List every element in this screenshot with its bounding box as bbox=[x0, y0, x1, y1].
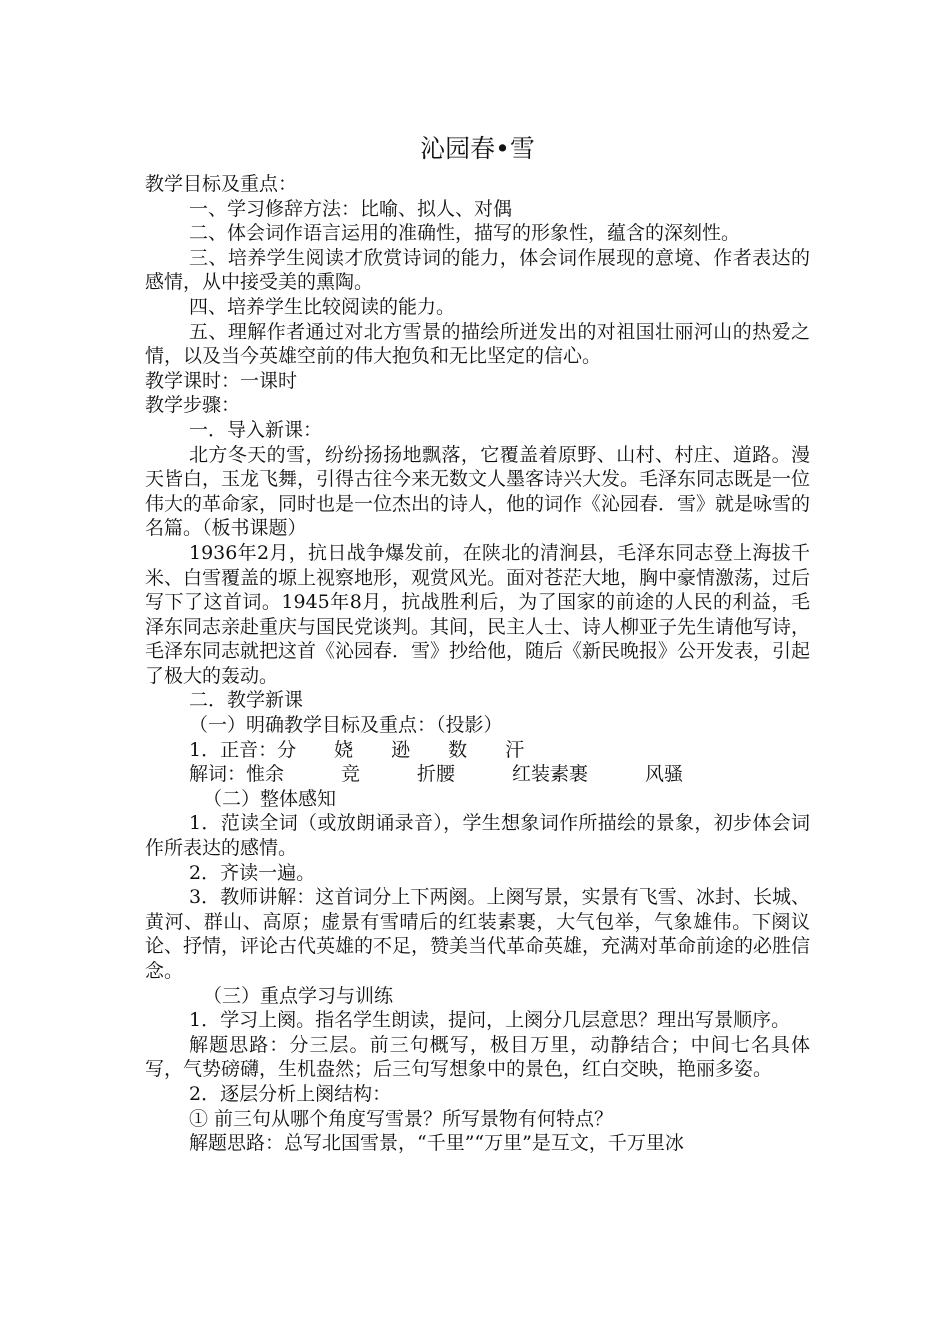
step-heading: 一．导入新课： bbox=[189, 418, 323, 441]
objective-item: 一、学习修辞方法：比喻、拟人、对偶 bbox=[189, 197, 513, 220]
subsection-heading: （三）重点学习与训练 bbox=[203, 984, 394, 1007]
section-heading-objectives: 教学目标及重点： bbox=[145, 173, 298, 195]
section-heading-steps: 教学步骤： bbox=[145, 394, 241, 417]
step-heading: 二．教学新课 bbox=[189, 689, 304, 712]
pronunciation-list: 1．正音：分 娆 逊 数 汗 bbox=[189, 738, 525, 761]
body-paragraph: 2．齐读一遍。 bbox=[189, 861, 316, 884]
objective-item: 二、体会词作语言运用的准确性，描写的形象性，蕴含的深刻性。 bbox=[189, 222, 741, 245]
body-paragraph: 1936年2月，抗日战争爆发前，在陕北的清涧县，毛泽东同志登上海拔千米、白雪覆盖的塬上视察地形，观赏风光。面对苍茫大地，胸中豪情激荡，过后写下了这首词。1945年8月，抗战胜利后，为了国家的前途的人民的利益，毛泽东同志亲赴重庆与国民党谈判。其间，民主人士、诗人柳亚子先生请他写诗，毛泽东同志就把这首《沁园春．雪》抄给他，随后《新民晚报》公开发表，引起了极大的轰动。 bbox=[145, 541, 811, 687]
objective-item: 五、理解作者通过对北方雪景的描绘所迸发出的对祖国壮丽河山的热爱之情，以及当今英雄空前的伟大抱负和无比坚定的信心。 bbox=[145, 320, 810, 368]
document-page bbox=[145, 128, 810, 1156]
objective-item: 四、培养学生比较阅读的能力。 bbox=[189, 295, 456, 318]
body-paragraph: 北方冬天的雪，纷纷扬扬地飘落，它覆盖着原野、山村、村庄、道路。漫天皆白，玉龙飞舞，引得古往今来无数文人墨客诗兴大发。毛泽东同志既是一位伟大的革命家，同时也是一位杰出的诗人，他的词作《沁园春．雪》就是咏雪的名篇。（板书课题） bbox=[145, 443, 811, 540]
body-paragraph: 3．教师讲解：这首词分上下两阕。上阕写景，实景有飞雪、冰封、长城、黄河、群山、高原；虚景有雪晴后的红装素裹，大气包举，气象雄伟。下阕议论、抒情，评论古代英雄的不足，赞美当代革命英雄，充满对革命前途的必胜信念。 bbox=[145, 886, 811, 982]
body-paragraph: 解题思路：分三层。前三句概写，极目万里，动静结合；中间七名具体写，气势磅礴，生机盎然；后三句写想象中的景色，红白交映，艳丽多姿。 bbox=[145, 1033, 810, 1081]
body-paragraph: 1．学习上阕。指名学生朗读，提问，上阕分几层意思？理出写景顺序。 bbox=[189, 1009, 791, 1032]
body-paragraph: 2．逐层分析上阕结构： bbox=[189, 1082, 392, 1105]
objective-item: 三、培养学生阅读才欣赏诗词的能力，体会词作展现的意境、作者表达的感情，从中接受美的熏陶。 bbox=[145, 246, 810, 294]
question-item: ① 前三句从哪个角度写雪景？所写景物有何特点？ bbox=[189, 1107, 614, 1130]
body-paragraph: 解题思路：总写北国雪景，“千里”“万里”是互文，千万里冰 bbox=[189, 1132, 684, 1155]
lesson-duration: 教学课时：一课时 bbox=[145, 369, 298, 392]
subsection-heading: （二）整体感知 bbox=[203, 787, 337, 810]
body-paragraph: 1．范读全词（或放朗诵录音），学生想象词作所描绘的景象，初步体会词作所表达的感情。 bbox=[145, 812, 810, 860]
vocabulary-list: 解词：惟余 竞 折腰 红装素裹 风骚 bbox=[189, 763, 684, 786]
document-title: 沁园春•雪 bbox=[420, 134, 535, 163]
subsection-heading: （一）明确教学目标及重点：（投影） bbox=[189, 714, 503, 737]
